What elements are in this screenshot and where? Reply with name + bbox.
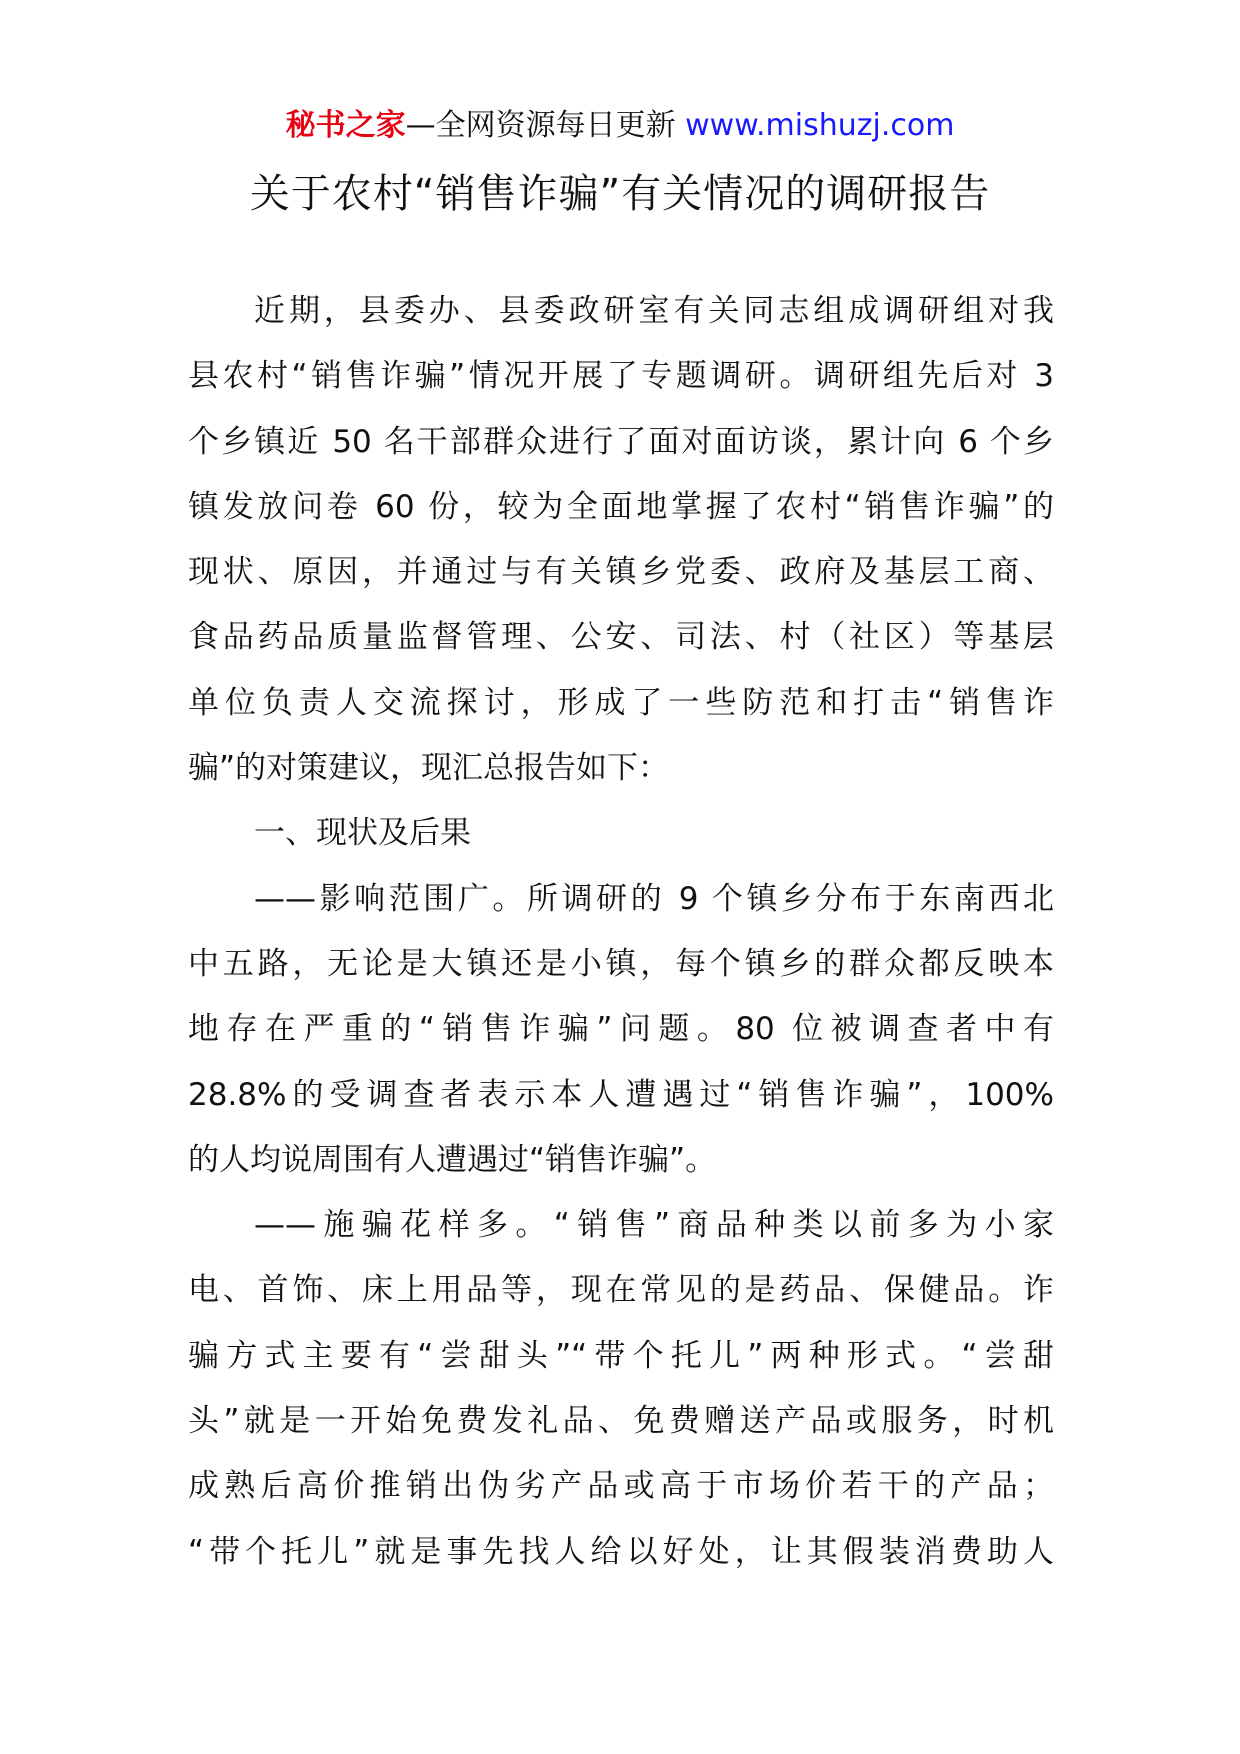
paragraph-line: ——影响范围广。所调研的 9 个镇乡分布于东南西北 <box>254 880 1054 917</box>
paragraph-line: 骗”的对策建议，现汇总报告如下： <box>188 750 670 787</box>
site-brand: 秘书之家 <box>285 108 406 143</box>
paragraph-line: 食品药品质量监督管理、公安、司法、村（社区）等基层 <box>188 619 1054 656</box>
paragraph-line: “带个托儿”就是事先找人给以好处，让其假装消费助人 <box>188 1533 1054 1570</box>
paragraph-line: 近期，县委办、县委政研室有关同志组成调研组对我 <box>254 293 1054 329</box>
site-url-link[interactable]: www.mishuzj.com <box>685 108 955 143</box>
paragraph-line: 地存在严重的“销售诈骗”问题。80 位被调查者中有 <box>188 1011 1054 1048</box>
paragraph-line: 骗方式主要有“尝甜头”“带个托儿”两种形式。“尝甜 <box>188 1337 1054 1374</box>
document-title: 关于农村“销售诈骗”有关情况的调研报告 <box>249 171 991 217</box>
site-tagline: —全网资源每日更新 <box>405 108 676 143</box>
paragraph-line: 中五路，无论是大镇还是小镇，每个镇乡的群众都反映本 <box>188 945 1054 982</box>
paragraph-line: 电、首饰、床上用品等，现在常见的是药品、保健品。诈 <box>188 1272 1054 1309</box>
paragraph-line: 单位负责人交流探讨，形成了一些防范和打击“销售诈 <box>188 684 1054 721</box>
paragraph-line: 县农村“销售诈骗”情况开展了专题调研。调研组先后对 3 <box>188 358 1054 395</box>
paragraph-line: 28.8%的受调查者表示本人遭遇过“销售诈骗”，100% <box>188 1076 1054 1113</box>
paragraph-line: 个乡镇近 50 名干部群众进行了面对面访谈，累计向 6 个乡 <box>188 423 1054 460</box>
document-body <box>188 290 1054 1596</box>
paragraph-line: 的人均说周围有人遭遇过“销售诈骗”。 <box>188 1141 717 1178</box>
paragraph-line: 成熟后高价推销出伪劣产品或高于市场价若干的产品； <box>188 1468 1054 1505</box>
paragraph-line: ——施骗花样多。“销售”商品种类以前多为小家 <box>254 1207 1054 1244</box>
paragraph-line: 头”就是一开始免费发礼品、免费赠送产品或服务，时机 <box>188 1403 1054 1440</box>
paragraph-line: 镇发放问卷 60 份，较为全面地掌握了农村“销售诈骗”的 <box>188 488 1054 525</box>
section-heading: 一、现状及后果 <box>254 815 471 852</box>
paragraph-line: 现状、原因，并通过与有关镇乡党委、政府及基层工商、 <box>188 554 1054 591</box>
site-header <box>0 104 1240 148</box>
